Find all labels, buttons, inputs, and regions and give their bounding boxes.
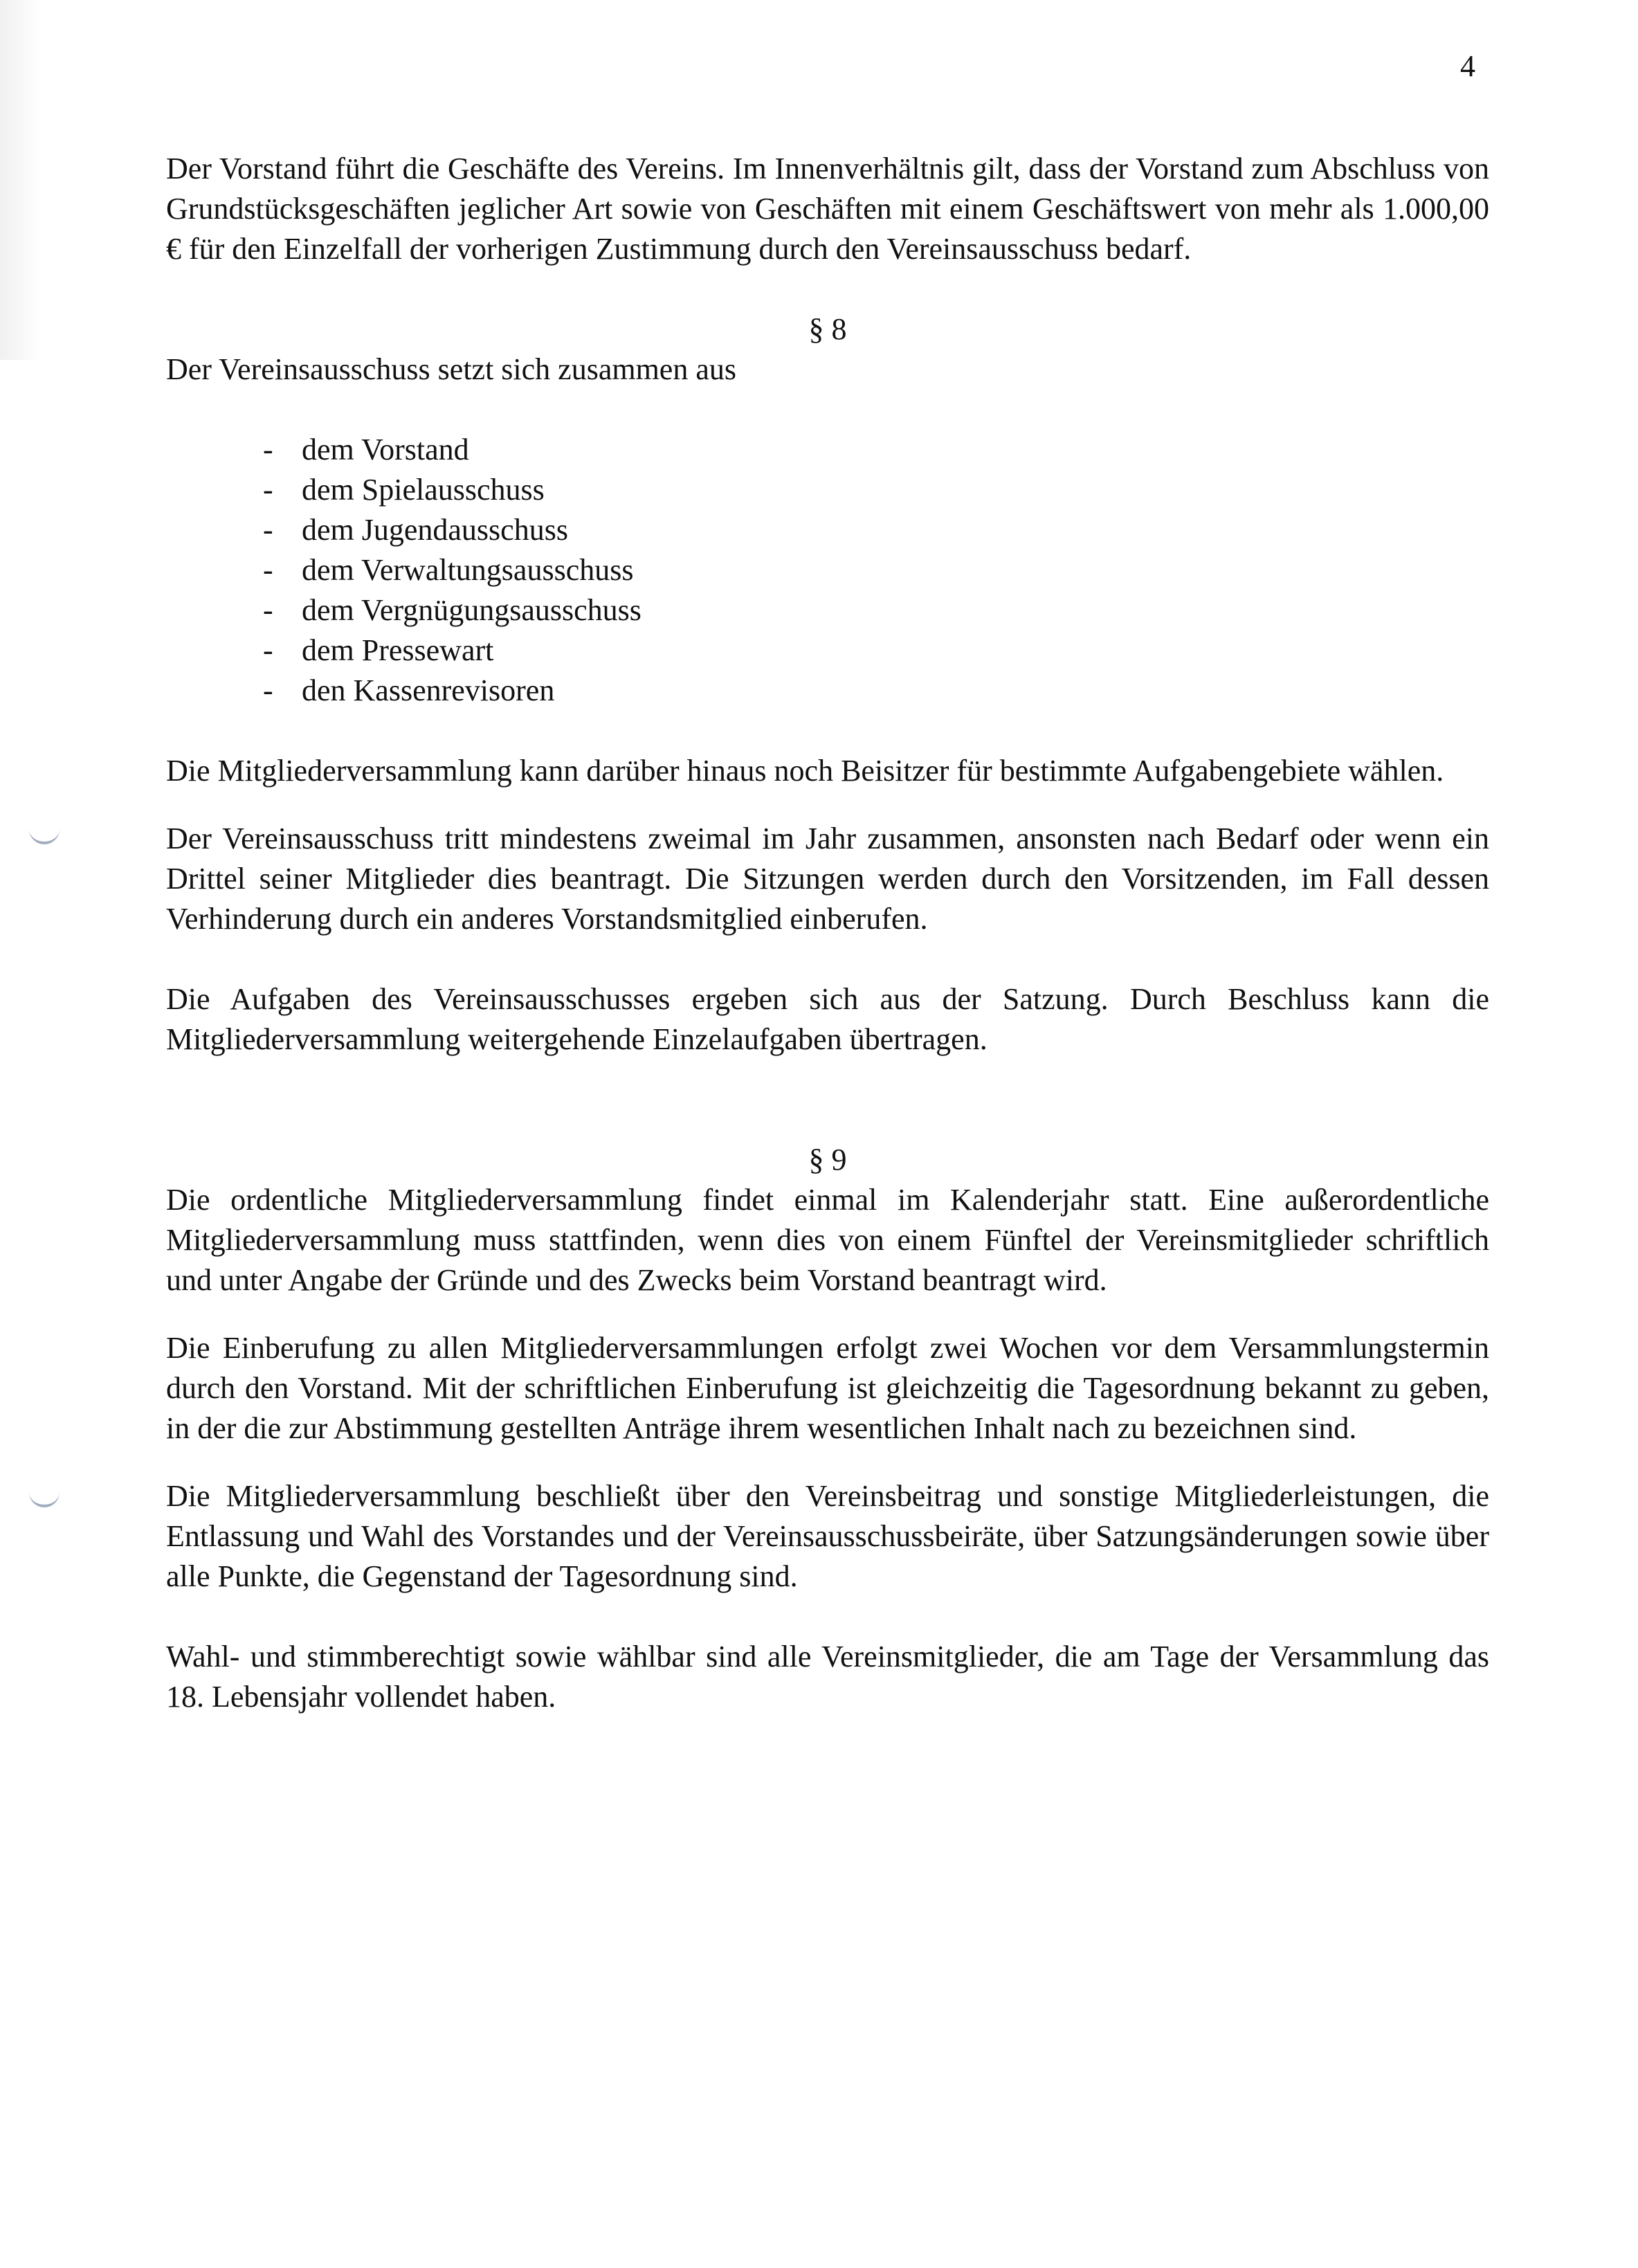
list-item: - dem Vorstand: [263, 433, 469, 466]
paragraph-sitzungen: Der Vereinsausschuss tritt mindestens zweimal im Jahr zusammen, ansonsten nach Bedarf oder wenn ein Drittel seiner Mitglieder dies beantragt. Die Sitzungen werden durch den Vorsitzenden, im Fall dessen Verhinderung durch ein anderes Vorstandsmitglied einberufen.: [166, 822, 1489, 936]
section-heading-9: § 9: [808, 1143, 847, 1177]
paragraph-wahlrecht: Wahl- und stimmberechtigt sowie wählbar sind alle Vereinsmitglieder, die am Tage der Versammlung das 18. Lebensjahr vollendet haben.: [166, 1640, 1489, 1714]
page-number: 4: [1460, 49, 1475, 83]
document-body: [166, 149, 1489, 1717]
committee-list: [166, 430, 1489, 711]
paragraph-einberufung: Die Einberufung zu allen Mitgliederversammlungen erfolgt zwei Wochen vor dem Versammlungstermin durch den Vorstand. Mit der schriftlichen Einberufung ist gleichzeitig die Tagesordnung bekannt zu geben, in der die zur Abstimmung gestellten Anträge ihrem wesentlichen Inhalt nach zu bezeichnen sind.: [166, 1331, 1489, 1445]
paragraph-vorstand: Der Vorstand führt die Geschäfte des Vereins. Im Innenverhältnis gilt, dass der Vorstand zum Abschluss von Grundstücksgeschäften jeglicher Art sowie von Geschäften mit einem Geschäftswert von mehr als 1.000,00 € für den Einzelfall der vorherigen Zustimmung durch den Vereinsausschuss bedarf.: [166, 152, 1489, 266]
list-item: - dem Vergnügungsausschuss: [263, 593, 641, 627]
paragraph-beschluesse: Die Mitgliederversammlung beschließt über den Vereinsbeitrag und sonstige Mitgliederleistungen, die Entlassung und Wahl des Vorstandes und der Vereinsausschussbeiräte, über Satzungsänderungen sowie über alle Punkte, die Gegenstand der Tagesordnung sind.: [166, 1479, 1489, 1593]
punch-hole-mark: [29, 824, 60, 844]
list-item: - dem Verwaltungsausschuss: [263, 553, 634, 587]
paragraph-ausschuss-intro: Der Vereinsausschuss setzt sich zusammen aus: [166, 352, 736, 386]
list-item: - dem Pressewart: [263, 633, 494, 667]
list-item: - den Kassenrevisoren: [263, 673, 555, 707]
paragraph-beisitzer: Die Mitgliederversammlung kann darüber hinaus noch Beisitzer für bestimmte Aufgabengebiete wählen.: [166, 754, 1444, 788]
list-item: - dem Spielausschuss: [263, 473, 545, 507]
section-heading-8: § 8: [808, 312, 847, 346]
list-item: - dem Jugendausschuss: [263, 513, 568, 547]
paragraph-aufgaben: Die Aufgaben des Vereinsausschusses ergeben sich aus der Satzung. Durch Beschluss kann die Mitgliederversammlung weitergehende Einzelaufgaben übertragen.: [166, 982, 1489, 1056]
scan-edge-shadow: [0, 0, 42, 360]
punch-hole-mark: [29, 1487, 60, 1507]
paragraph-ordentliche-versammlung: Die ordentliche Mitgliederversammlung findet einmal im Kalenderjahr statt. Eine außerordentliche Mitgliederversammlung muss stattfinden, wenn dies von einem Fünftel der Vereinsmitglieder schriftlich und unter Angabe der Gründe und des Zwecks beim Vorstand beantragt wird.: [166, 1183, 1489, 1297]
